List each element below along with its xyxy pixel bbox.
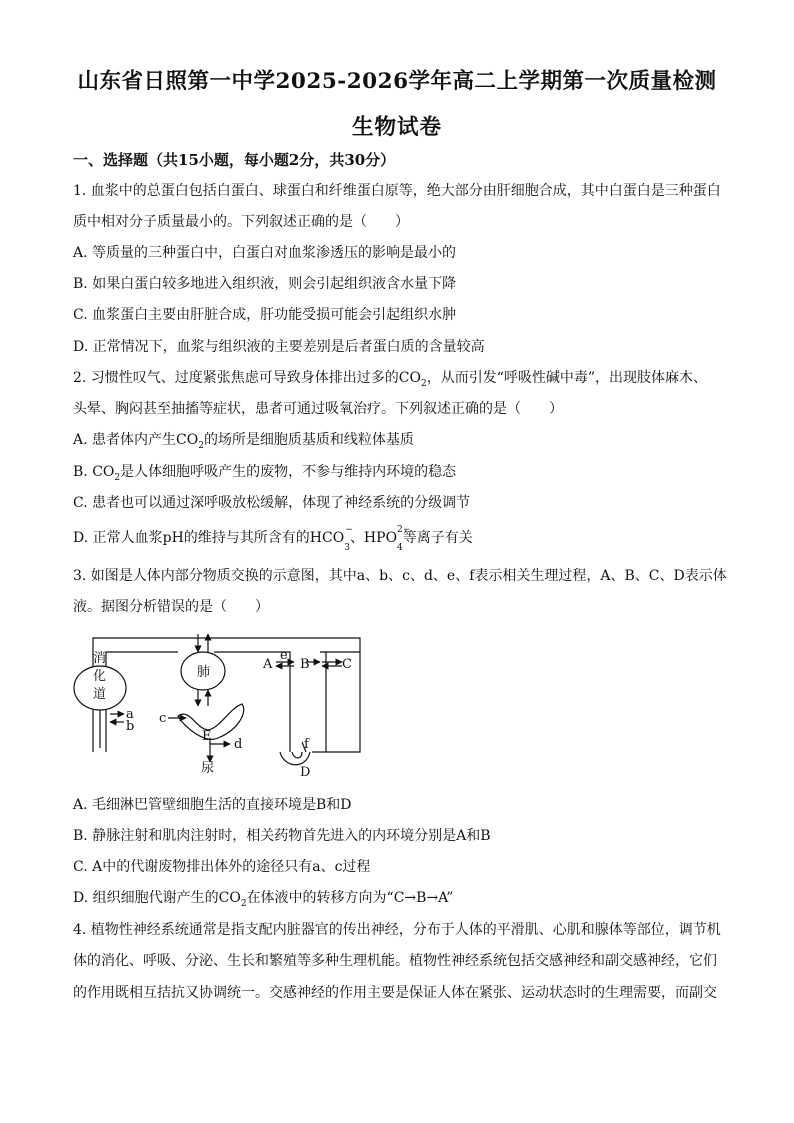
q2-stem-line-1 bbox=[73, 368, 707, 394]
label-c: c bbox=[159, 711, 167, 726]
q3-stem-line-1: 3. 如图是人体内部分物质交换的示意图，其中a、b、c、d、e、f表示相关生理过程，A、B、C、D表示体 bbox=[73, 568, 727, 584]
q2-option-d-part-2: 、HPO bbox=[349, 530, 398, 546]
q3-option-d-part-1: D. 组织细胞代谢产生的CO bbox=[73, 890, 241, 906]
label-f: f bbox=[304, 737, 309, 752]
q2-option-a-sub: 2 bbox=[198, 440, 204, 451]
q1-option-c: C. 血浆蛋白主要由肝脏合成，肝功能受损可能会引起组织水肿 bbox=[73, 307, 457, 323]
q2-option-c: C. 患者也可以通过深呼吸放松缓解，体现了神经系统的分级调节 bbox=[73, 495, 471, 511]
q1-stem-line-1: 1. 血浆中的总蛋白包括白蛋白、球蛋白和纤维蛋白原等，绝大部分由肝细胞合成，其中白蛋白是三种蛋白 bbox=[73, 183, 721, 199]
q2-option-d-part-1: D. 正常人血浆pH的维持与其所含有的HCO bbox=[73, 530, 345, 546]
q1-option-d: D. 正常情况下，血浆与组织液的主要差别是后者蛋白质的含量较高 bbox=[73, 339, 485, 355]
label-A: A bbox=[263, 657, 273, 672]
q3-option-a: A. 毛细淋巴管壁细胞生活的直接环境是B和D bbox=[73, 797, 352, 813]
q4-stem-line-3: 的作用既相互拮抗又协调统一。交感神经的作用主要是保证人体在紧张、运动状态时的生理需要，而副交 bbox=[73, 985, 717, 1001]
label-lung: 肺 bbox=[197, 665, 211, 680]
label-D: D bbox=[300, 765, 311, 780]
label-e: e bbox=[280, 648, 288, 663]
label-urine: 尿 bbox=[201, 761, 215, 776]
q2-option-d-part-3: 等离子有关 bbox=[402, 530, 473, 546]
q3-option-d-sub: 2 bbox=[240, 898, 247, 909]
hpo4-charge: 2− bbox=[397, 525, 411, 535]
q1-option-b: B. 如果白蛋白较多地进入组织液，则会引起组织液含水量下降 bbox=[73, 276, 457, 292]
hco3-charge: − bbox=[345, 525, 353, 535]
label-digest-1: 消 bbox=[93, 651, 107, 666]
page-subtitle: 生物试卷 bbox=[351, 115, 442, 140]
label-C: C bbox=[342, 657, 352, 672]
q1-option-a: A. 等质量的三种蛋白中，白蛋白对血浆渗透压的影响是最小的 bbox=[73, 245, 457, 261]
q2-option-a bbox=[73, 430, 414, 456]
label-E: E bbox=[202, 729, 212, 744]
q2-stem-sub: 2 bbox=[421, 378, 427, 389]
section-heading: 一、选择题（共15小题，每小题2分，共30分） bbox=[73, 151, 396, 169]
page-title: 山东省日照第一中学2025-2026学年高二上学期第一次质量检测 bbox=[77, 69, 717, 94]
q2-option-b-part-2: 是人体细胞呼吸产生的废物，不参与维持内环境的稳态 bbox=[120, 464, 457, 480]
hpo4-sub: 4 bbox=[397, 542, 403, 553]
label-d: d bbox=[234, 737, 243, 752]
label-digest-3: 道 bbox=[93, 687, 107, 702]
q3-option-d-part-2: 在体液中的转移方向为“C→B→A” bbox=[246, 890, 454, 906]
circulation-outline bbox=[93, 638, 360, 752]
q3-option-b: B. 静脉注射和肌肉注射时，相关药物首先进入的内环境分别是A和B bbox=[73, 828, 491, 844]
q2-option-d bbox=[73, 525, 473, 554]
label-digest-2: 化 bbox=[93, 669, 107, 684]
q4-stem-line-2: 体的消化、呼吸、分泌、生长和繁殖等多种生理机能。植物性神经系统包括交感神经和副交感神经，它们 bbox=[73, 953, 717, 969]
label-a: a bbox=[126, 707, 134, 722]
hco3-sub: 3 bbox=[344, 542, 350, 553]
q2-option-a-part-1: A. 患者体内产生CO bbox=[73, 432, 199, 448]
q2-option-a-part-2: 的场所是细胞质基质和线粒体基质 bbox=[203, 432, 414, 448]
q3-option-c: C. A中的代谢废物排出体外的途径只有a、c过程 bbox=[73, 859, 371, 875]
q2-option-b bbox=[73, 462, 456, 488]
q3-option-d bbox=[73, 888, 453, 914]
q2-option-b-part-1: B. CO bbox=[73, 464, 115, 480]
q2-stem-line-2: 头晕、胸闷甚至抽搐等症状，患者可通过吸氧治疗。下列叙述正确的是（ ） bbox=[73, 401, 563, 417]
label-B: B bbox=[300, 657, 310, 672]
q2-stem-part-2: ，从而引发“呼吸性碱中毒”，出现肢体麻木、 bbox=[426, 370, 708, 386]
body-fluid-exchange-diagram bbox=[70, 628, 370, 780]
q4-stem-line-1: 4. 植物性神经系统通常是指支配内脏器官的传出神经，分布于人体的平滑肌、心肌和腺体等部位，调节机 bbox=[73, 922, 721, 938]
label-b: b bbox=[126, 719, 135, 734]
q1-stem-line-2: 质中相对分子质量最小的。下列叙述正确的是（ ） bbox=[73, 214, 409, 230]
q2-stem-part-1: 2. 习惯性叹气、过度紧张焦虑可导致身体排出过多的CO bbox=[73, 370, 421, 386]
q2-option-b-sub: 2 bbox=[114, 472, 121, 483]
q3-stem-line-2: 液。据图分析错误的是（ ） bbox=[73, 599, 269, 615]
hpo4-ion-scripts bbox=[397, 525, 411, 554]
hco3-ion-scripts bbox=[344, 525, 353, 554]
